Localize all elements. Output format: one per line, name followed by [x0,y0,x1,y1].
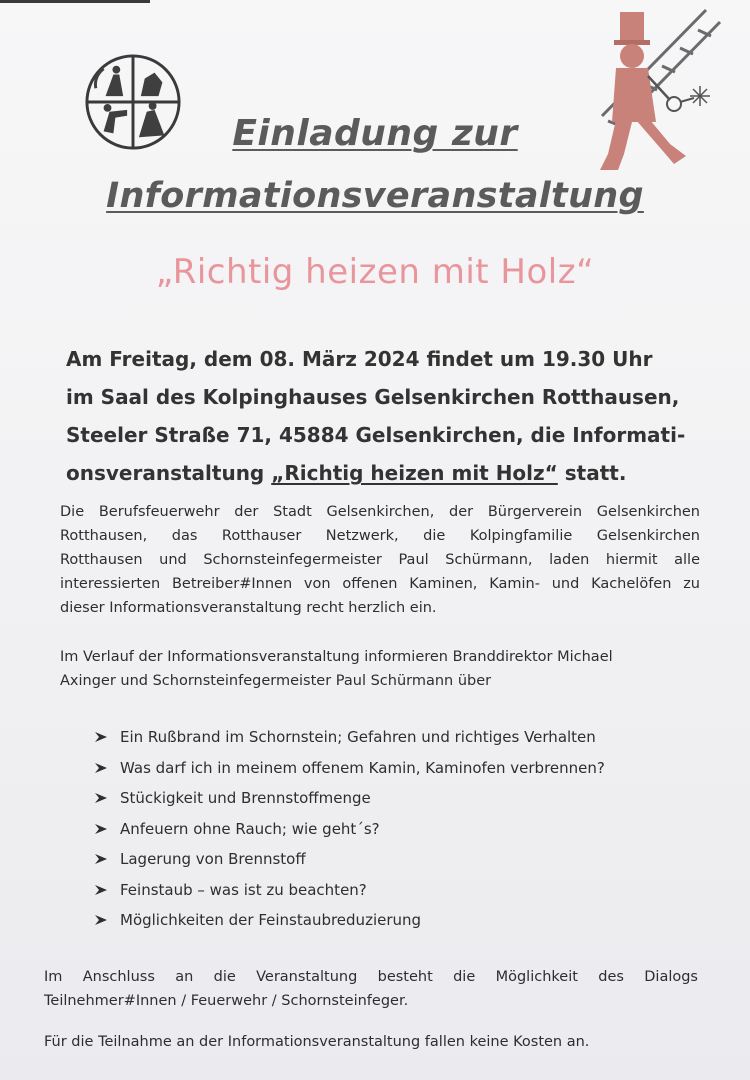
event-details [66,340,696,492]
paragraph-line: Teilnehmer#Innen / Feuerwehr / Schornsteinfeger. [44,993,409,1009]
list-item [92,905,605,936]
page-title-line-2: Informationsveranstaltung [106,176,644,216]
arrowhead-bullet-icon [94,792,108,804]
paragraph-line: Die Berufsfeuerwehr der Stadt Gelsenkirchen, der Bürgerverein Gelsenkirchen [60,504,700,520]
topic-text: Stückigkeit und Brennstoffmenge [120,789,371,807]
paragraph-line: Für die Teilnahme an der Informationsveranstaltung fallen keine Kosten an. [44,1034,590,1050]
paragraph-line: interessierten Betreiber#Innen von offenen Kaminen, Kamin- und Kachelöfen zu [60,576,700,592]
arrowhead-bullet-icon [94,823,108,835]
topic-text: Lagerung von Brennstoff [120,850,306,868]
event-subtitle: „Richtig heizen mit Holz“ [155,252,595,292]
arrowhead-bullet-icon [94,884,108,896]
list-item [92,753,605,784]
list-item [92,783,605,814]
topic-text: Feinstaub – was ist zu beachten? [120,880,367,899]
topics-list [92,722,605,936]
paragraph-line: Rotthausen, das Rotthauser Netzwerk, die Kolpingfamilie Gelsenkirchen [60,528,700,544]
paragraph-line: Im Anschluss an die Veranstaltung besteht die Möglichkeit des Dialogs [44,969,698,985]
list-item [92,844,605,875]
event-details-line: Steeler Straße 71, 45884 Gelsenkirchen, die Informati- [66,423,686,447]
paragraph-line: Axinger und Schornsteinfegermeister Paul Schürmann über [60,673,492,689]
list-item [92,722,605,753]
paragraph-line: dieser Informationsveranstaltung recht herzlich ein. [60,600,437,616]
event-details-line [66,454,696,492]
event-details-text: statt. [557,461,627,485]
arrowhead-bullet-icon [94,914,108,926]
closing-paragraph [44,965,698,1013]
page-edge [0,0,150,3]
topic-text: Was darf ich in meinem offenem Kamin, Kaminofen verbrennen? [120,758,605,777]
page-title-line-1: Einladung zur [232,113,518,154]
topic-text: Anfeuern ohne Rauch; wie geht´s? [120,819,380,838]
topic-text: Ein Rußbrand im Schornstein; Gefahren und richtiges Verhalten [120,728,596,746]
invitation-paragraph [60,500,700,620]
list-item [92,814,605,845]
event-details-text: onsveranstaltung [66,461,272,485]
cost-note [44,1030,684,1054]
list-item [92,875,605,906]
topic-text: Möglichkeiten der Feinstaubreduzierung [120,911,422,929]
arrowhead-bullet-icon [94,762,108,774]
arrowhead-bullet-icon [94,731,108,743]
event-details-line: im Saal des Kolpinghauses Gelsenkirchen Rotthausen, [66,385,680,409]
topics-intro-paragraph [60,645,700,693]
event-details-line: Am Freitag, dem 08. März 2024 findet um 19.30 Uhr [66,347,653,371]
arrowhead-bullet-icon [94,853,108,865]
paragraph-line: Im Verlauf der Informationsveranstaltung informieren Branddirektor Michael [60,649,613,665]
paragraph-line: Rotthausen und Schornsteinfegermeister Paul Schürmann, laden hiermit alle [60,552,700,568]
event-name-highlight: „Richtig heizen mit Holz“ [271,461,558,485]
